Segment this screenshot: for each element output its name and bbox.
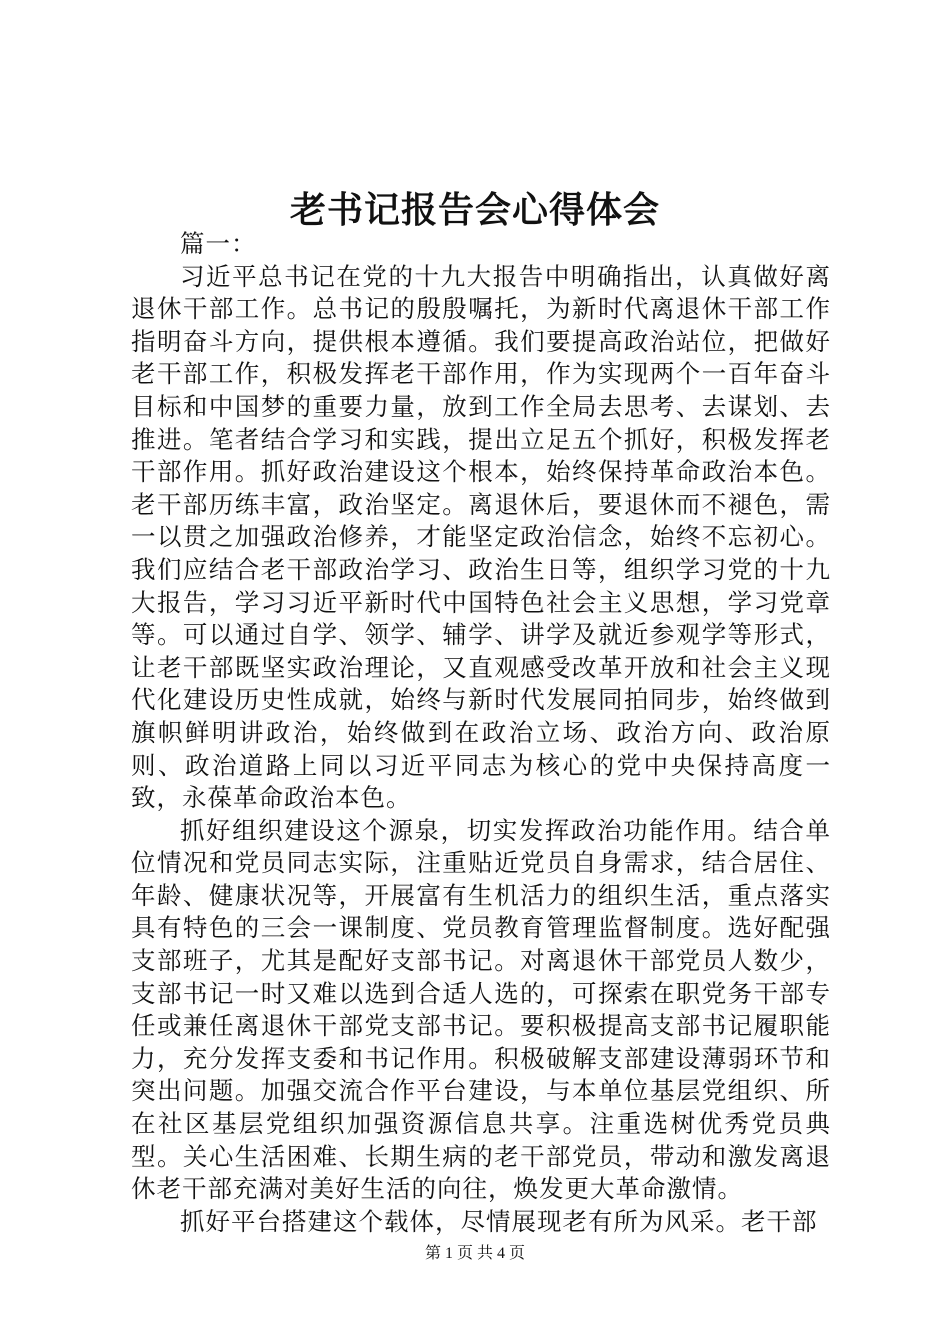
page-footer: 第 1 页 共 4 页 — [424, 1245, 525, 1262]
paragraph-political-building: 习近平总书记在党的十九大报告中明确指出，认真做好离退休干部工作。总书记的殷殷嘱托，为新时代离退休干部工作指明奋斗方向，提供根本遵循。我们要提高政治站位，把做好老干部工作，积极发挥老干部作用，作为实现两个一百年奋斗目标和中国梦的重要力量，放到工作全局去思考、去谋划、去推进。笔者结合学习和实践，提出立足五个抓好，积极发挥老干部作用。抓好政治建设这个根本，始终保持革命政治本色。老干部历练丰富，政治坚定。离退休后，要退休而不褪色，需一以贯之加强政治修养，才能坚定政治信念，始终不忘初心。我们应结合老干部政治学习、政治生日等，组织学习党的十九大报告，学习习近平新时代中国特色社会主义思想，学习党章等。可以通过自学、领学、辅学、讲学及就近参观学等形式，让老干部既坚实政治理论，又直观感受改革开放和社会主义现代化建设历史性成就，始终与新时代发展同拍同步，始终做到旗帜鲜明讲政治，始终做到在政治立场、政治方向、政治原则、政治道路上同以习近平同志为核心的党中央保持高度一致，永葆革命政治本色。 — [131, 261, 831, 813]
paragraph-platform-building: 抓好平台搭建这个载体，尽情展现老有所为风采。老干部 — [180, 1206, 818, 1236]
paragraph-organization-building: 抓好组织建设这个源泉，切实发挥政治功能作用。结合单位情况和党员同志实际，注重贴近党员自身需求，结合居住、年龄、健康状况等，开展富有生机活力的组织生活，重点落实具有特色的三会一课制度、党员教育管理监督制度。选好配强支部班子，尤其是配好支部书记。对离退休干部党员人数少，支部书记一时又难以选到合适人选的，可探索在职党务干部专任或兼任离退休干部党支部书记。要积极提高支部书记履职能力，充分发挥支委和书记作用。积极破解支部建设薄弱环节和突出问题。加强交流合作平台建设，与本单位基层党组织、所在社区基层党组织加强资源信息共享。注重选树优秀党员典型。关心生活困难、长期生病的老干部党员，带动和激发离退休老干部充满对美好生活的向往，焕发更大革命激情。 — [131, 815, 831, 1204]
section-label: 篇一： — [180, 229, 257, 258]
document-title: 老书记报告会心得体会 — [289, 189, 660, 231]
document-body — [131, 228, 831, 1238]
